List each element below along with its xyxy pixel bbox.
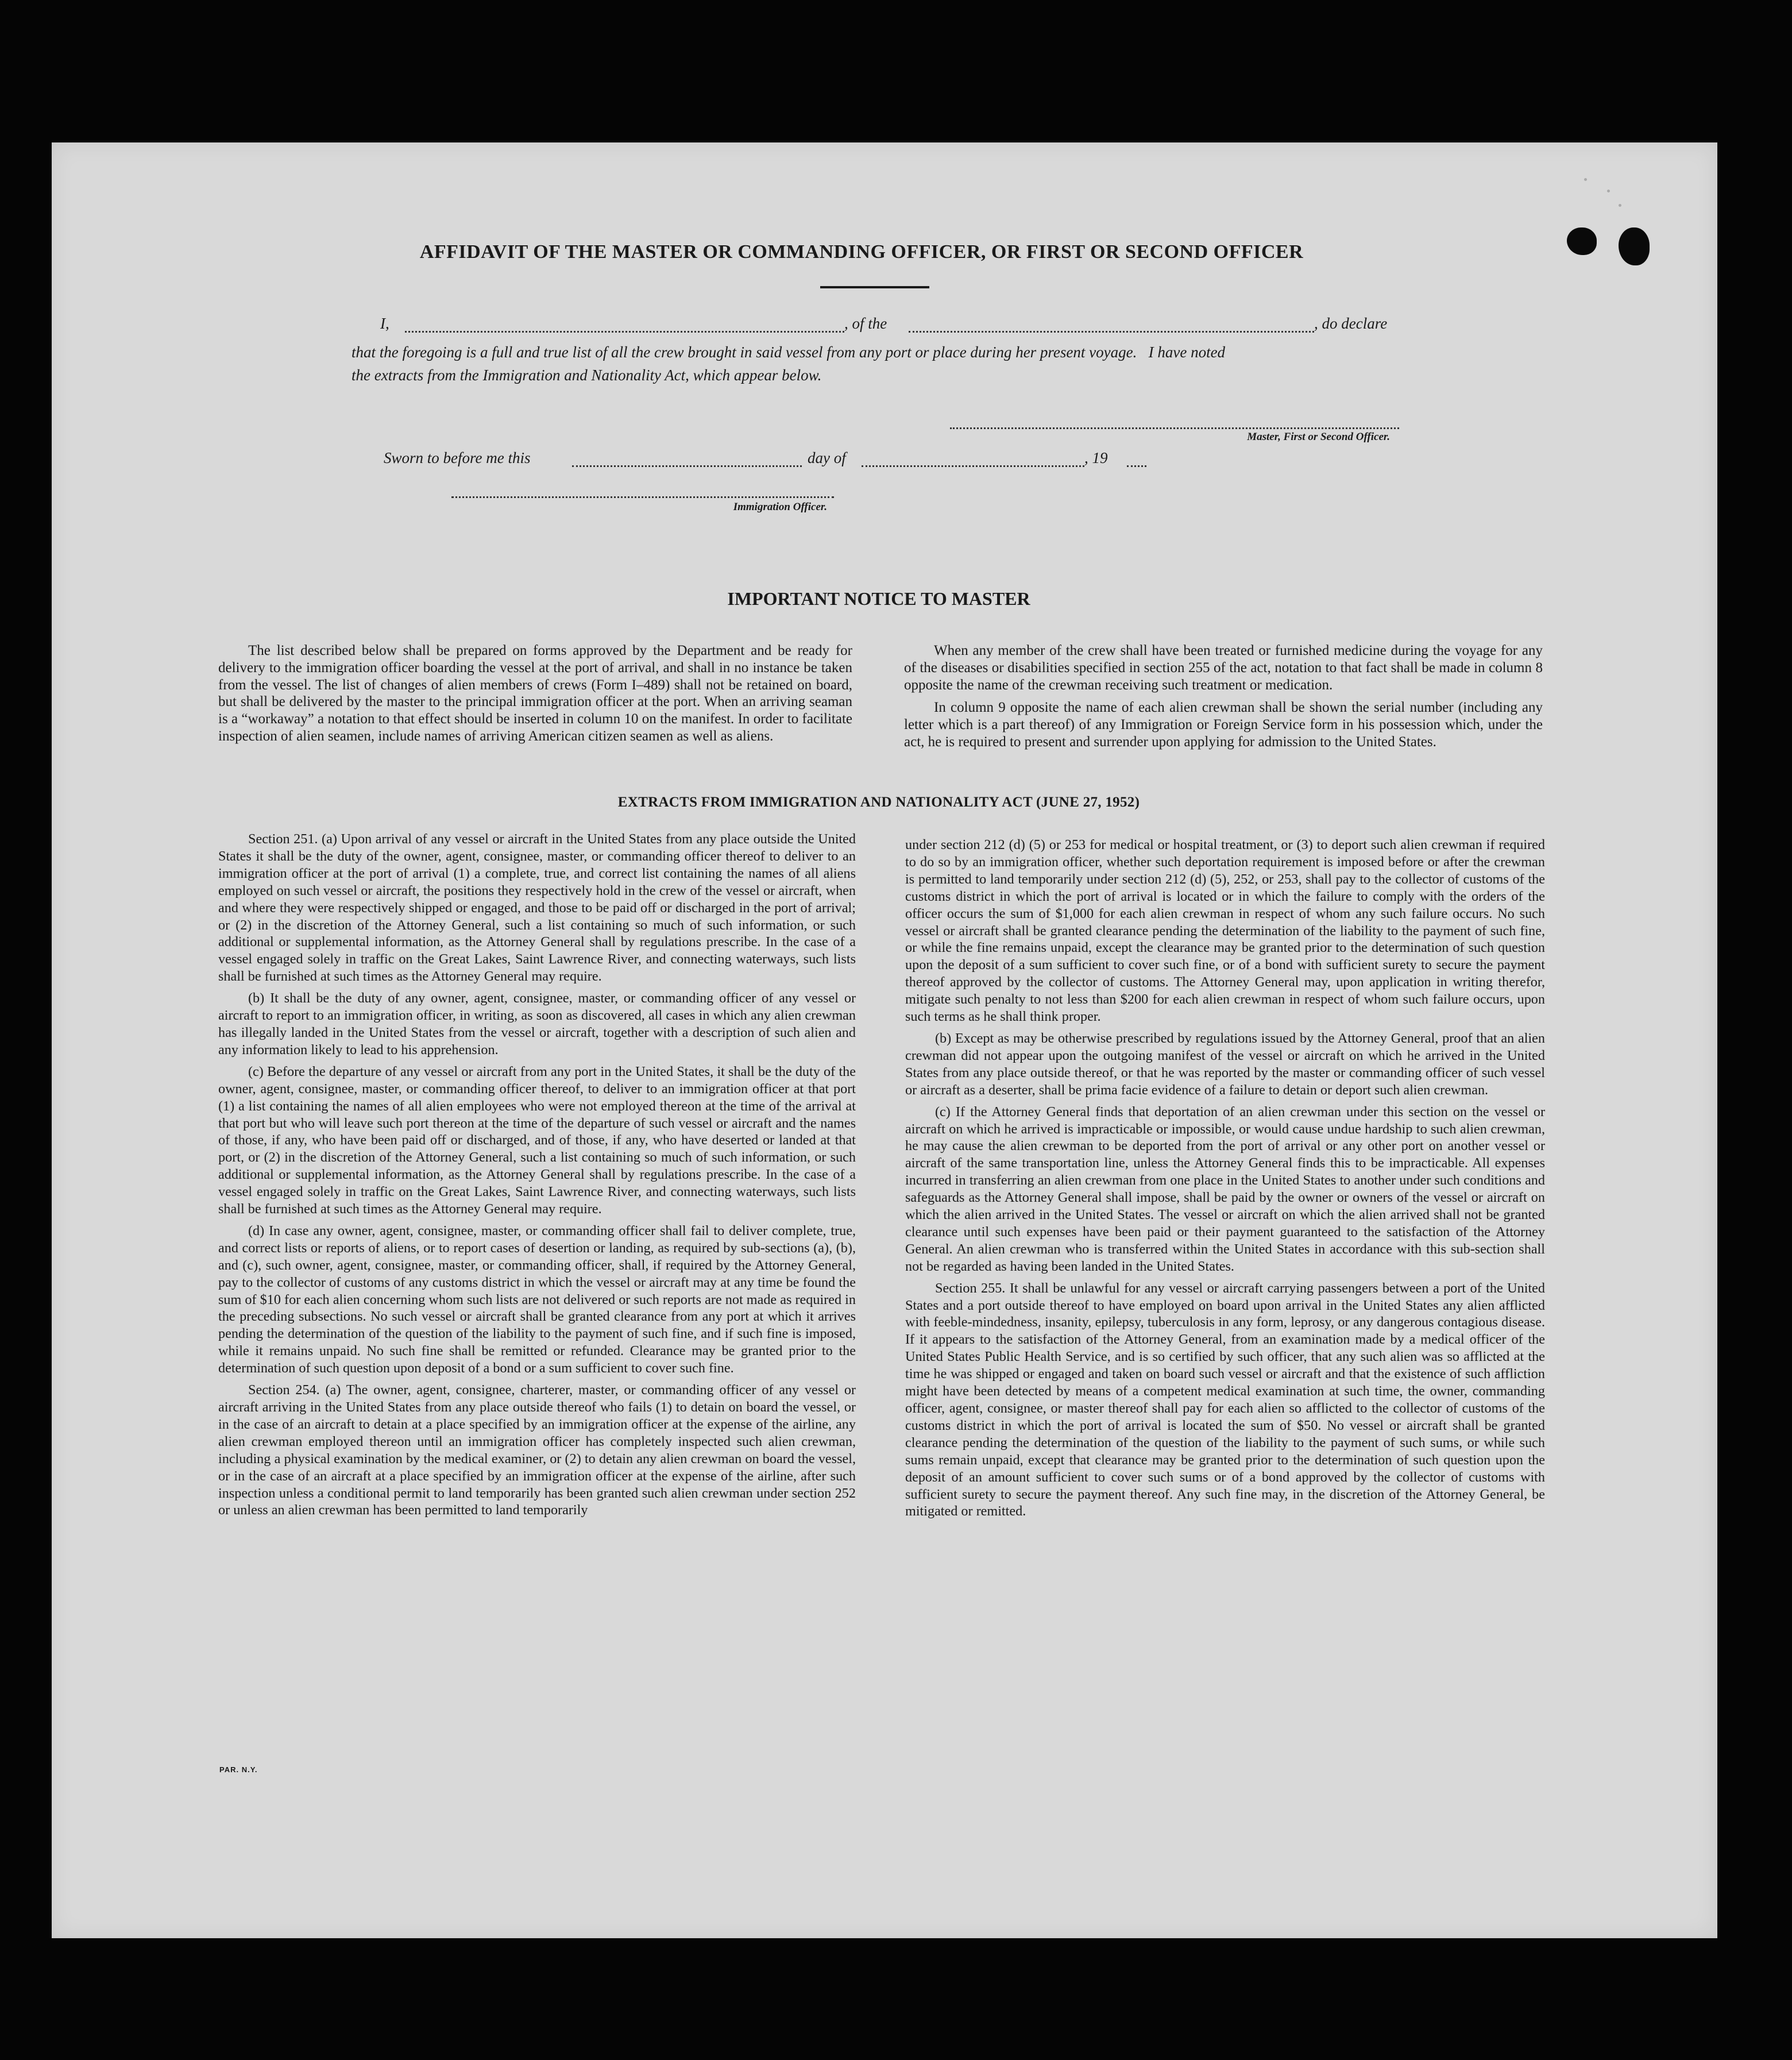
sworn-prefix: Sworn to before me this <box>384 449 531 466</box>
affidavit-title: AFFIDAVIT OF THE MASTER OR COMMANDING OFFICER, OR FIRST OR SECOND OFFICER <box>419 241 1304 263</box>
extracts-left-column <box>218 831 856 1523</box>
section-251-c: (c) Before the departure of any vessel or aircraft from any port in the United States, it shall be the duty of the owner, agent, consignee, master, or commanding officer thereof, to deliver to an immigration officer at that port (1) a list containing the names of all alien employees who were not employed thereon at the time of the arrival at that port but who will leave such port thereon at the time of the departure of such vessel or aircraft and the names of those, if any, who have been paid off or discharged, and of those, if any, who have deserted or landed at that port, or (2) in the discretion of the Attorney General, such a list containing so much of such information, or such additional or supplemental information, as the Attorney General shall by regulations prescribe. In the case of a vessel engaged solely in traffic on the Great Lakes, Saint Lawrence River, and connecting waterways, such lists shall be furnished at such times as the Attorney General may require. <box>218 1063 856 1217</box>
section-251-d: (d) In case any owner, agent, consignee, master, or commanding officer shall fail to deliver complete, true, and correct lists or reports of aliens, or to report cases of desertion or landing, as required by sub-sections (a), (b), and (c), such owner, agent, consignee, master, or commanding officer, shall, if required by the Attorney General, pay to the collector of customs of any customs district in which the vessel or aircraft may at any time be found the sum of $10 for each alien concerning whom such lists are not delivered or such reports are not made as required in the preceding subsections. No such vessel or aircraft shall be granted clearance from any port at which it arrives pending the determination of the question of the liability to the payment of such fine, and if such fine is imposed, while it remains unpaid. No such fine shall be remitted or refunded. Clearance may be granted prior to the determination of such question upon deposit of a bond or a sum sufficient to cover such fine. <box>218 1222 856 1376</box>
declaration-line-1: that the foregoing is a full and true list of all the crew brought in said vessel from any port or place during her present voyage. I have noted <box>352 344 1226 361</box>
section-251-a: Section 251. (a) Upon arrival of any vessel or aircraft in the United States from any place outside the United States it shall be the duty of the owner, agent, consignee, master, or commanding officer thereof to deliver to an immigration officer at the port of arrival (1) a complete, true, and correct list containing the names of all aliens employed on such vessel or aircraft, the positions they respectively hold in the crew of the vessel or aircraft, when and where they were respectively shipped or engaged, and those to be paid off or discharged in the port of arrival; or (2) in the discretion of the Attorney General, such a list containing so much of such information, or such additional or supplemental information, as the Attorney General shall by regulations prescribe. In the case of a vessel engaged solely in traffic on the Great Lakes, Saint Lawrence River, and connecting waterways, such lists shall be furnished at such times as the Attorney General may require. <box>218 831 856 985</box>
notice-right-paragraph-1: When any member of the crew shall have been treated or furnished medicine during the voyage for any of the diseases or disabilities specified in section 255 of the act, notation to that fact shall be made in column 8 opposite the name of the crewman receiving such treatment or medication. <box>904 643 1543 693</box>
notice-right-column <box>904 642 1543 757</box>
scan-blemish <box>1567 227 1597 255</box>
vessel-blank[interactable] <box>909 331 1314 333</box>
scan-blemish <box>1619 227 1650 265</box>
section-255: Section 255. It shall be unlawful for any vessel or aircraft carrying passengers between a port of the United States and a port outside thereof to have employed on board upon arrival in the United States any alien afflicted with feeble-mindedness, insanity, epilepsy, tuberculosis in any form, leprosy, or any dangerous contagious disease. If it appears to the satisfaction of the Attorney General, from an examination made by a medical officer of the United States Public Health Service, and is so certified by such officer, that any such alien was so afflicted at the time he was shipped or engaged and taken on board such vessel or aircraft and that the existence of such affliction might have been detected by means of a competent medical examination at such time, the owner, commanding officer, agent, consignee, or master thereof shall pay for each alien so afflicted to the collector of customs of the customs district in which the port of arrival is located the sum of $50. No vessel or aircraft shall be granted clearance pending the determination of the question of the liability to the payment of such sums, or while such sums remain unpaid, except that clearance may be granted prior to the determination of such question upon the deposit of an amount sufficient to cover such sums or of a bond approved by the collector of customs with sufficient surety to secure the payment thereof. Any such fine may, in the discretion of the Attorney General, be mitigated or remitted. <box>905 1280 1545 1519</box>
name-blank[interactable] <box>405 331 844 333</box>
extracts-title: EXTRACTS FROM IMMIGRATION AND NATIONALITY ACT (JUNE 27, 1952) <box>617 794 1140 810</box>
extracts-right-column <box>905 836 1545 1525</box>
notice-right-paragraph-2: In column 9 opposite the name of each alien crewman shall be shown the serial number (including any letter which is a part thereof) of any Immigration or Foreign Service form in his possession which, under the act, he is required to present and surrender upon applying for admission to the United States. <box>904 700 1543 750</box>
notice-title: IMPORTANT NOTICE TO MASTER <box>727 588 1030 609</box>
printer-mark: PAR. N.Y. <box>219 1765 258 1774</box>
title-rule <box>820 286 929 288</box>
of-the-label: , of the <box>844 315 887 332</box>
section-254-a: Section 254. (a) The owner, agent, consignee, charterer, master, or commanding officer of any vessel or aircraft arriving in the United States from any place outside thereof who fails (1) to detain on board the vessel, or in the case of an aircraft to detain at a place specified by an immigration officer at the expense of the airline, any alien crewman employed thereon until an immigration officer has completely inspected such alien crewman, including a physical examination by the medical examiner, or (2) to detain any alien crewman on board the vessel, or in the case of an aircraft at a place specified by an immigration officer at the expense of the airline, after such inspection unless a conditional permit to land temporarily has been granted such alien crewman under section 252 or unless an alien crewman has been permitted to land temporarily <box>218 1382 856 1518</box>
scan-speck <box>1607 190 1610 192</box>
year-prefix: , 19 <box>1084 449 1108 466</box>
section-254-c: (c) If the Attorney General finds that deportation of an alien crewman under this section on the vessel or aircraft on which he arrived is impracticable or impossible, or would cause undue hardship to such alien crewman, he may cause the alien crewman to be deported from the port of arrival or any other port on another vessel or aircraft of the same transportation line, unless the Attorney General finds this to be impracticable. All expenses incurred in transferring an alien crewman from one place in the United States to another under such conditions and safeguards as the Attorney General shall impose, shall be paid by the owner or owners of the vessel or aircraft on which the alien arrived in the United States. The vessel or aircraft on which the alien arrived shall not be granted clearance until such expenses have been paid or their payment guaranteed to the satisfaction of the Attorney General. An alien crewman who is transferred within the United States in accordance with this sub-section shall not be regarded as having been landed in the United States. <box>905 1104 1545 1274</box>
sworn-year-blank[interactable] <box>1127 465 1146 467</box>
scan-speck <box>1584 178 1587 181</box>
scan-speck <box>1619 204 1621 207</box>
officer-signature-label: Immigration Officer. <box>733 501 827 513</box>
master-signature-label: Master, First or Second Officer. <box>1247 431 1390 443</box>
master-signature-line[interactable] <box>950 427 1399 429</box>
section-251-b: (b) It shall be the duty of any owner, agent, consignee, master, or commanding officer of any vessel or aircraft to report to an immigration officer, in writing, as soon as discovered, all cases in which any alien crewman has illegally landed in the United States from the vessel or aircraft, together with a description of such alien and any information likely to lead to his apprehension. <box>218 990 856 1058</box>
declaration-line-2: the extracts from the Immigration and Nationality Act, which appear below. <box>352 367 822 384</box>
section-254-b: (b) Except as may be otherwise prescribed by regulations issued by the Attorney General, proof that an alien crewman did not appear upon the outgoing manifest of the vessel or aircraft on which he arrived in the United States from any place outside thereof, or that he was reported by the master or commanding officer of such vessel or aircraft as a deserter, shall be prima facie evidence of a failure to detain or deport such alien crewman. <box>905 1030 1545 1098</box>
section-254-a-continued: under section 212 (d) (5) or 253 for medical or hospital treatment, or (3) to deport such alien crewman if required to do so by an immigration officer, whether such deportation requirement is imposed before or after the crewman is permitted to land temporarily under section 212 (d) (5), 252, or 253, shall pay to the collector of customs of the customs district in which the port of arrival is located or in which the failure to comply with the orders of the officer occurs the sum of $1,000 for each alien crewman in respect of whom any such failure occurs. No such vessel or aircraft shall be granted clearance pending the determination of the liability to the payment of such fine, or while the fine remains unpaid, except the clearance may be granted prior to the determination of such question upon the deposit of a sum sufficient to cover such fine, or of a bond with sufficient surety to secure the payment thereof approved by the collector of customs. The Attorney General may, upon application in writing therefor, mitigate such penalty to not less than $200 for each alien crewman in respect of whom such failure occurs, upon such terms as he shall think proper. <box>905 837 1545 1025</box>
notice-left-column <box>218 642 852 751</box>
day-of-label: day of <box>808 449 846 466</box>
notice-left-paragraph: The list described below shall be prepared on forms approved by the Department and be ready for delivery to the immigration officer boarding the vessel at the port of arrival, and shall in no instance be taken from the vessel. The list of changes of alien members of crews (Form I–489) shall not be retained on board, but shall be delivered by the master to the principal immigration officer at the port. When an arriving seaman is a “workaway” a notation to that effect should be inserted in column 10 on the manifest. In order to facilitate inspection of alien seamen, include names of arriving American citizen seamen as well as aliens. <box>218 643 852 744</box>
sworn-day-blank[interactable] <box>572 465 802 467</box>
officer-signature-line[interactable] <box>451 496 834 498</box>
sworn-month-blank[interactable] <box>862 465 1084 467</box>
do-declare-label: , do declare <box>1314 315 1388 332</box>
i-prefix: I, <box>380 315 389 332</box>
